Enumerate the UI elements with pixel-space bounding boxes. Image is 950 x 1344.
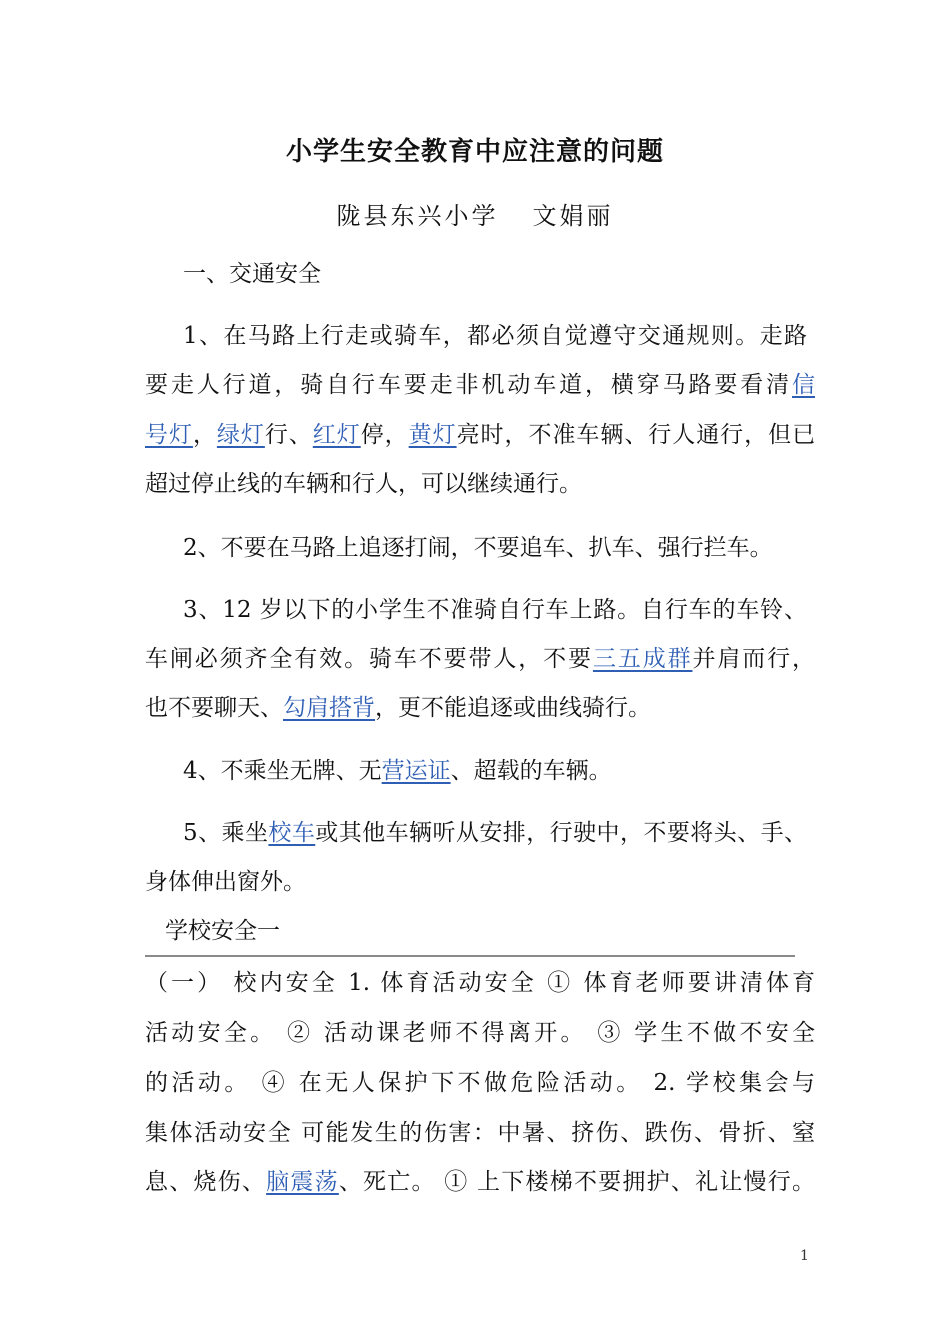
rule5-line1 bbox=[183, 818, 807, 848]
school-line5-text: 息、烧伤、 bbox=[145, 1169, 267, 1195]
rule1-sep3: 停， bbox=[360, 422, 409, 448]
rule1-line2 bbox=[145, 370, 815, 400]
rule1-line3 bbox=[145, 420, 815, 450]
link-concussion[interactable]: 脑震荡 bbox=[266, 1169, 339, 1195]
rule4-tail: 、超载的车辆。 bbox=[450, 758, 612, 784]
school-line5-tail: 、死亡。 ① 上下楼梯不要拥护、礼让慢行。 bbox=[338, 1169, 816, 1195]
section-heading-school: 学校安全一 bbox=[165, 918, 280, 944]
link-signal-light-part1[interactable]: 信 bbox=[792, 372, 815, 398]
author-name: 文娟丽 bbox=[532, 202, 614, 230]
rule5-text: 5、乘坐 bbox=[183, 820, 269, 846]
link-red-light[interactable]: 红灯 bbox=[312, 422, 361, 448]
horizontal-divider bbox=[145, 955, 795, 957]
rule4-line bbox=[183, 756, 807, 786]
rule1-line4: 超过停止线的车辆和行人，可以继续通行。 bbox=[145, 471, 582, 497]
link-yellow-light[interactable]: 黄灯 bbox=[408, 422, 457, 448]
page-number: 1 bbox=[800, 1248, 809, 1264]
link-in-groups[interactable]: 三五成群 bbox=[592, 646, 693, 672]
rule2-line: 2、不要在马路上追逐打闹，不要追车、扒车、强行拦车。 bbox=[183, 535, 773, 561]
link-arm-in-arm[interactable]: 勾肩搭背 bbox=[283, 695, 375, 721]
rule3-line3 bbox=[145, 693, 815, 723]
rule5-tail: 或其他车辆听从安排，行驶中，不要将头、手、 bbox=[315, 820, 808, 846]
school-line5 bbox=[145, 1167, 815, 1197]
link-signal-light-part2[interactable]: 号灯 bbox=[145, 422, 193, 448]
rule1-sep1: ， bbox=[192, 422, 217, 448]
rule5-line2: 身体伸出窗外。 bbox=[145, 869, 306, 895]
rule3-line3-tail: ，更不能追逐或曲线骑行。 bbox=[375, 695, 651, 721]
rule3-line2 bbox=[145, 644, 815, 674]
school-line3: 的活动。 ④ 在无人保护下不做危险活动。 2. 学校集会与 bbox=[145, 1070, 815, 1096]
document-title: 小学生安全教育中应注意的问题 bbox=[285, 137, 664, 167]
school-line1: （一） 校内安全 1. 体育活动安全 ① 体育老师要讲清体育 bbox=[145, 970, 815, 996]
rule1-line2-text: 要走人行道，骑自行车要走非机动车道，横穿马路要看清 bbox=[145, 372, 792, 398]
rule1-line1: 1、在马路上行走或骑车，都必须自觉遵守交通规则。走路 bbox=[183, 323, 807, 349]
section-heading-traffic: 一、交通安全 bbox=[183, 261, 321, 287]
rule1-sep2: 行、 bbox=[264, 422, 313, 448]
school-line4: 集体活动安全 可能发生的伤害：中暑、挤伤、跌伤、骨折、窒 bbox=[145, 1120, 815, 1146]
rule1-line3-tail: 亮时，不准车辆、行人通行，但已 bbox=[456, 422, 816, 448]
author-school: 陇县东兴小学 bbox=[336, 202, 499, 230]
rule4-text: 4、不乘坐无牌、无 bbox=[183, 758, 382, 784]
rule3-line1: 3、12 岁以下的小学生不准骑自行车上路。自行车的车铃、 bbox=[183, 597, 807, 623]
author-line bbox=[0, 196, 950, 231]
link-green-light[interactable]: 绿灯 bbox=[216, 422, 265, 448]
link-operating-permit[interactable]: 营运证 bbox=[381, 758, 451, 784]
link-school-bus[interactable]: 校车 bbox=[268, 820, 316, 846]
rule3-line2-text: 车闸必须齐全有效。骑车不要带人，不要 bbox=[145, 646, 593, 672]
school-line2: 活动安全。 ② 活动课老师不得离开。 ③ 学生不做不安全 bbox=[145, 1020, 815, 1046]
rule3-line3-text: 也不要聊天、 bbox=[145, 695, 283, 721]
rule3-line2-tail: 并肩而行， bbox=[692, 646, 816, 672]
